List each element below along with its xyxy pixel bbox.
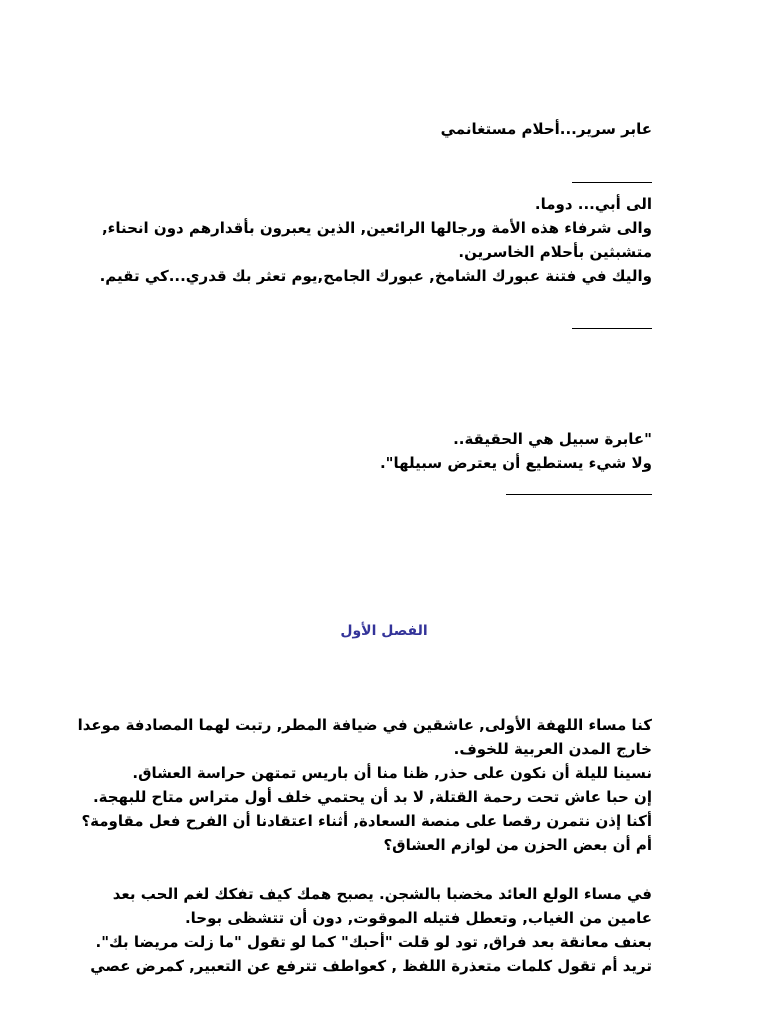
paragraph-line: بعنف معانقة بعد فراق, تود لو قلت "أحبك" كما لو تقول "ما زلت مريضا بك". xyxy=(95,933,652,951)
quote-line: "عابرة سبيل هي الحقيقة.. xyxy=(453,430,652,448)
paragraph xyxy=(90,882,652,978)
dedication-block xyxy=(100,192,652,288)
paragraph-line: أم أن بعض الحزن من لوازم العشاق؟ xyxy=(383,836,652,854)
dedication-line: الى أبي... دوما. xyxy=(534,195,652,213)
paragraph-line: كنا مساء اللهفة الأولى, عاشقين في ضيافة المطر, رتبت لهما المصادفة موعدا xyxy=(77,716,652,734)
separator-rule xyxy=(572,182,652,183)
dedication-line: والى شرفاء هذه الأمة ورجالها الرائعين, الذين يعبرون بأقدارهم دون انحناء, xyxy=(101,219,652,237)
separator-rule xyxy=(506,494,652,495)
document-title: عابر سرير...أحلام مستغانمي xyxy=(440,120,652,138)
paragraph-line: في مساء الولع العائد مخضبا بالشجن. يصبح همك كيف تفكك لغم الحب بعد xyxy=(112,885,652,903)
paragraph-line: أكنا إذن نتمرن رقصا على منصة السعادة, أثناء اعتقادنا أن الفرح فعل مقاومة؟ xyxy=(81,812,652,830)
chapter-heading: الفصل الأول xyxy=(340,623,428,639)
epigraph-quote xyxy=(380,427,652,475)
paragraph-line: خارج المدن العربية للخوف. xyxy=(453,740,652,758)
paragraph-line: تريد أم تقول كلمات متعذرة اللفظ , كعواطف تترفع عن التعبير, كمرض عصي xyxy=(90,957,652,975)
quote-line: ولا شيء يستطيع أن يعترض سبيلها". xyxy=(379,454,652,472)
dedication-line: متشبثين بأحلام الخاسرين. xyxy=(458,243,652,261)
dedication-line: واليك في فتنة عبورك الشامخ, عبورك الجامح,يوم تعثر بك قدري...كي تقيم. xyxy=(99,267,652,285)
separator-rule xyxy=(572,328,652,329)
paragraph-line: عامين من الغياب, وتعطل فتيله الموقوت, دون أن تتشظى بوحا. xyxy=(184,909,652,927)
paragraph-line: إن حبا عاش تحت رحمة القتلة, لا بد أن يحتمي خلف أول متراس متاح للبهجة. xyxy=(92,788,652,806)
paragraph-line: نسينا لليلة أن نكون على حذر, ظنا منا أن باريس تمتهن حراسة العشاق. xyxy=(132,764,652,782)
paragraph xyxy=(78,713,652,857)
